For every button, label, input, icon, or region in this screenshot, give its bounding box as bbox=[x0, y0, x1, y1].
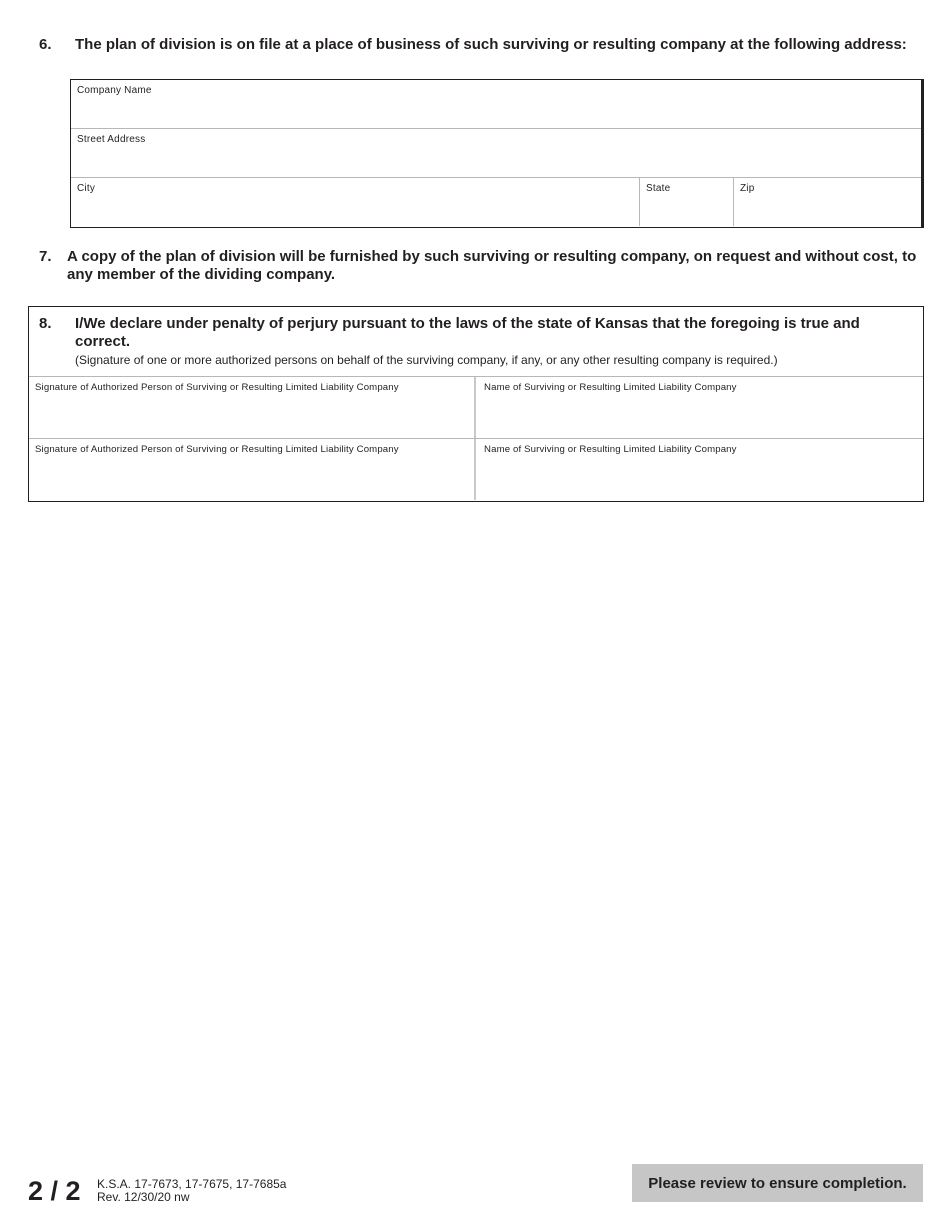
section-6-heading bbox=[39, 36, 919, 54]
surviving-company-name-input[interactable] bbox=[484, 412, 917, 434]
statute-reference bbox=[97, 1178, 286, 1204]
city-state-zip-row bbox=[71, 178, 921, 226]
signature-label: Signature of Authorized Person of Surviving or Resulting Limited Liability Company bbox=[35, 382, 399, 393]
section-8-text: I/We declare under penalty of perjury pursuant to the laws of the state of Kansas that the foregoing is true and correct. bbox=[75, 315, 860, 350]
section-7-heading bbox=[39, 248, 919, 284]
city-label: City bbox=[77, 183, 96, 194]
city-cell bbox=[71, 178, 640, 226]
surviving-company-name-input[interactable] bbox=[484, 474, 917, 496]
company-name-cell bbox=[478, 377, 923, 438]
street-address-row bbox=[71, 129, 921, 178]
statute-text: K.S.A. 17-7673, 17-7675, 17-7685a bbox=[97, 1177, 287, 1191]
section-6-number: 6. bbox=[39, 36, 52, 53]
revision-text: Rev. 12/30/20 nw bbox=[97, 1190, 190, 1204]
signature-row bbox=[29, 377, 923, 439]
signature-label: Signature of Authorized Person of Surviving or Resulting Limited Liability Company bbox=[35, 444, 399, 455]
declaration-box bbox=[28, 306, 924, 502]
signature-row bbox=[29, 439, 923, 500]
section-8-number: 8. bbox=[39, 315, 52, 332]
signature-cell[interactable] bbox=[29, 377, 476, 438]
street-address-label: Street Address bbox=[77, 134, 146, 145]
company-name-label: Name of Surviving or Resulting Limited Liability Company bbox=[484, 444, 737, 455]
street-address-input[interactable] bbox=[77, 151, 915, 173]
company-name-label: Company Name bbox=[77, 85, 152, 96]
signature-requirement-note: (Signature of one or more authorized persons on behalf of the surviving company, if any, or any other resulting company is required.) bbox=[75, 353, 778, 367]
company-name-label: Name of Surviving or Resulting Limited Liability Company bbox=[484, 382, 737, 393]
company-name-cell bbox=[478, 439, 923, 500]
state-input[interactable] bbox=[646, 200, 727, 222]
signature-cell[interactable] bbox=[29, 439, 476, 500]
section-7-text: A copy of the plan of division will be furnished by such surviving or resulting company, on request and without cost, to any member of the dividing company. bbox=[67, 248, 917, 283]
section-8-heading bbox=[39, 315, 899, 351]
review-completion-button[interactable]: Please review to ensure completion. bbox=[632, 1164, 923, 1202]
state-label: State bbox=[646, 183, 671, 194]
zip-cell bbox=[734, 178, 921, 226]
company-name-input[interactable] bbox=[77, 102, 915, 124]
section-6-text: The plan of division is on file at a place of business of such surviving or resulting company at the following address: bbox=[75, 36, 907, 53]
zip-label: Zip bbox=[740, 183, 755, 194]
city-input[interactable] bbox=[77, 200, 633, 222]
zip-input[interactable] bbox=[740, 200, 915, 222]
declaration-header bbox=[29, 307, 923, 377]
state-cell bbox=[640, 178, 734, 226]
address-form bbox=[70, 79, 924, 228]
company-name-row bbox=[71, 80, 921, 129]
section-7-number: 7. bbox=[39, 248, 52, 265]
page-number: 2 / 2 bbox=[28, 1176, 81, 1206]
